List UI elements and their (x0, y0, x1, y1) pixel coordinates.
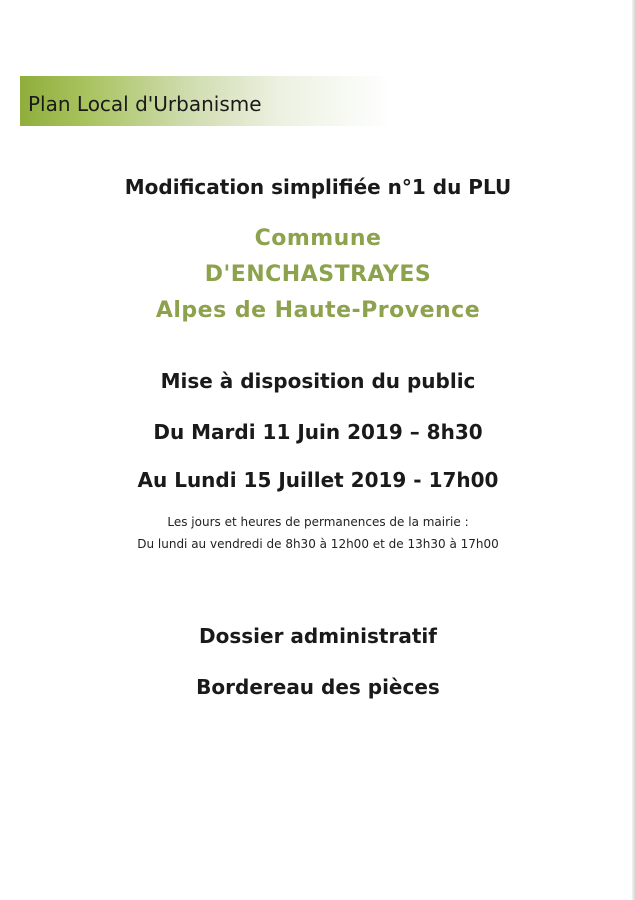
section-bordereau-des-pieces: Bordereau des pièces (196, 675, 440, 699)
office-hours-schedule: Du lundi au vendredi de 8h30 à 12h00 et de 13h30 à 17h00 (137, 537, 499, 551)
office-hours-heading: Les jours et heures de permanences de la mairie : (167, 515, 469, 529)
page-title: Plan Local d'Urbanisme (28, 92, 262, 116)
commune-region: Alpes de Haute-Provence (155, 298, 481, 323)
availability-end: Au Lundi 15 Juillet 2019 - 17h00 (137, 468, 499, 492)
section-dossier-administratif: Dossier administratif (199, 624, 437, 648)
document-subtitle: Modification simplifiée n°1 du PLU (124, 175, 512, 199)
availability-title: Mise à disposition du public (160, 369, 476, 393)
commune-label: Commune (254, 226, 382, 251)
commune-name: D'ENCHASTRAYES (204, 262, 432, 287)
availability-start: Du Mardi 11 Juin 2019 – 8h30 (153, 420, 483, 444)
page-edge (632, 0, 636, 900)
